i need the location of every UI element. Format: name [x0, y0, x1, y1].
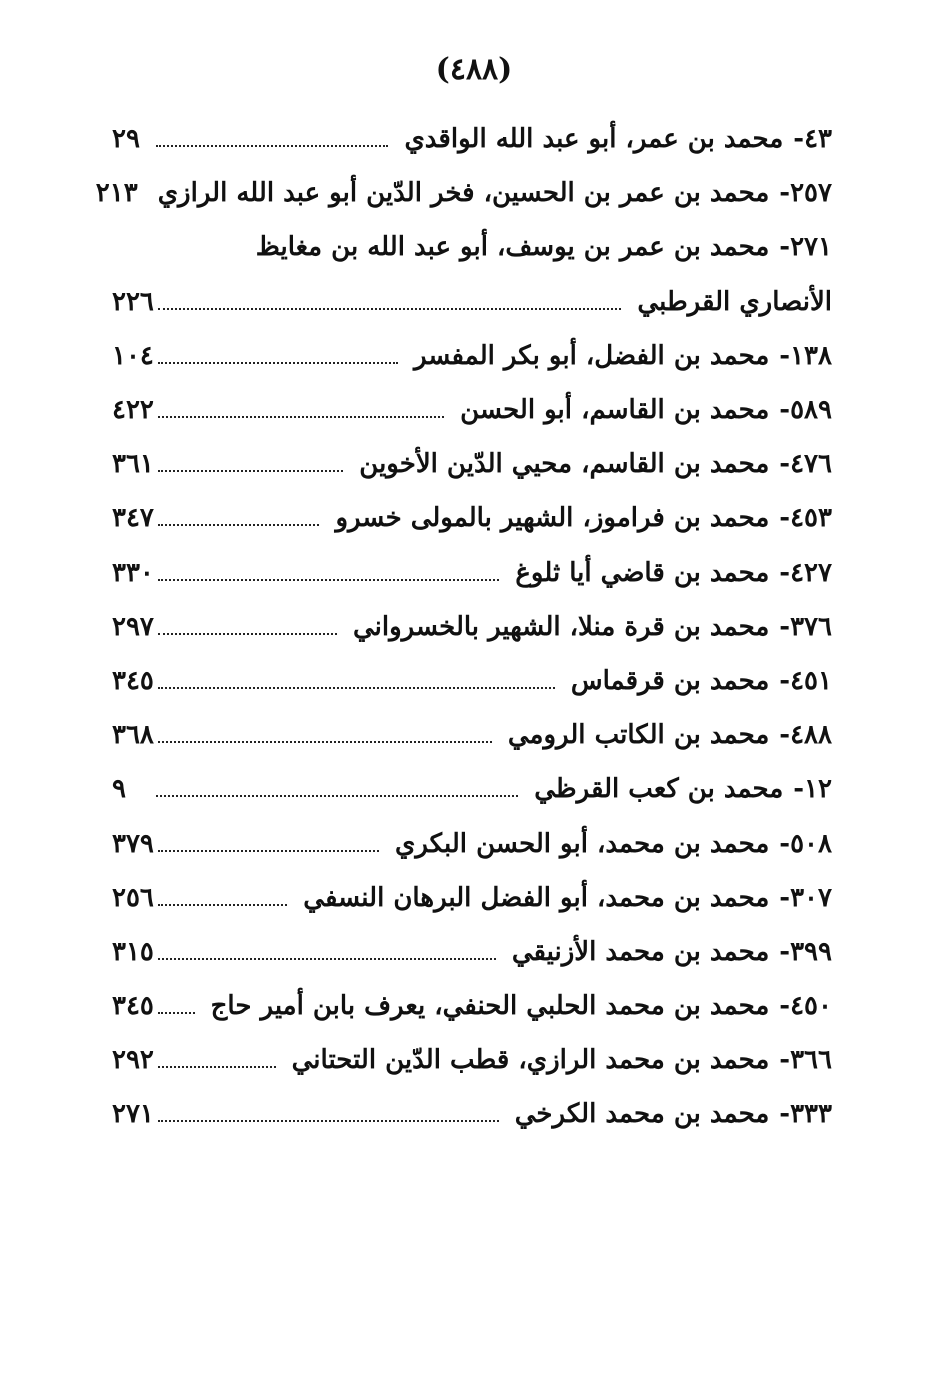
entry-page-ref: ٣٦٨	[112, 720, 154, 751]
index-entry	[112, 762, 832, 816]
entry-text	[460, 395, 832, 426]
entry-text	[210, 991, 832, 1022]
entry-text	[335, 503, 832, 534]
entry-number: ٣٦٦-	[779, 1045, 832, 1076]
entry-page-ref: ٣٣٠	[112, 557, 154, 588]
index-entry	[112, 383, 832, 437]
dotted-leader	[158, 579, 499, 581]
entry-text	[514, 1099, 832, 1130]
entry-number: ٣٣٣-	[779, 1099, 832, 1130]
entry-page-ref: ١٠٤	[112, 340, 154, 371]
entry-number: ٥٠٨-	[779, 828, 832, 859]
entry-text	[394, 828, 832, 859]
entry-text	[255, 232, 832, 263]
entry-page-ref: ٣٤٥	[112, 665, 154, 696]
entry-title: محمد بن قرقماس	[570, 665, 770, 696]
page-number: (٤٨٨)	[435, 52, 513, 87]
dotted-leader	[158, 470, 343, 472]
entry-page-ref: ٢٩٢	[112, 1045, 154, 1076]
dotted-leader	[158, 687, 555, 689]
entry-text	[534, 774, 832, 805]
dotted-leader	[156, 795, 518, 797]
index-entry	[112, 491, 832, 545]
entry-text	[507, 720, 832, 751]
index-entry	[112, 1087, 832, 1141]
entry-page-ref: ٣٤٧	[112, 503, 154, 534]
entry-title: محمد بن كعب القرظي	[534, 774, 784, 805]
index-entry	[112, 708, 832, 762]
entry-title: محمد بن القاسم، أبو الحسن	[460, 395, 770, 426]
index-entry	[112, 546, 832, 600]
entry-number: ٣٧٦-	[779, 611, 832, 642]
entry-title: محمد بن الكاتب الرومي	[507, 720, 770, 751]
entry-title: محمد بن محمد، أبو الحسن البكري	[394, 828, 770, 859]
index-entry	[112, 600, 832, 654]
entry-number: ٤٢٧-	[779, 557, 832, 588]
entry-text	[404, 124, 832, 155]
entry-title: محمد بن الفضل، أبو بكر المفسر	[413, 340, 770, 371]
entry-title: محمد بن فراموز، الشهير بالمولى خسرو	[335, 503, 770, 534]
entry-title: محمد بن محمد الكرخي	[514, 1099, 770, 1130]
entry-title: محمد بن محمد، أبو الفضل البرهان النسفي	[303, 882, 770, 913]
entry-page-ref: ٢٧١	[112, 1099, 154, 1130]
dotted-leader	[156, 145, 388, 147]
entry-page-ref: ٢٩٧	[112, 611, 154, 642]
entry-page-ref: ٣١٥	[112, 936, 154, 967]
entry-text	[359, 449, 832, 480]
entry-number: ٤٧٦-	[779, 449, 832, 480]
entry-page-ref: ٩	[112, 774, 126, 805]
entry-page-ref: ٢٢٦	[112, 286, 154, 317]
entry-text	[637, 286, 832, 317]
dotted-leader	[158, 524, 320, 526]
index-entry	[112, 816, 832, 870]
entry-text	[352, 611, 832, 642]
dotted-leader	[158, 741, 492, 743]
entry-title: محمد بن قاضي أيا ثلوغ	[515, 557, 770, 588]
index-entry-continuation	[112, 275, 832, 329]
index-entry	[95, 166, 832, 220]
index-entry	[112, 654, 832, 708]
entry-page-ref: ٢٥٦	[112, 882, 154, 913]
dotted-leader	[158, 308, 622, 310]
entry-text	[570, 665, 832, 696]
dotted-leader	[158, 1066, 276, 1068]
dotted-leader	[158, 1120, 499, 1122]
entry-page-ref: ٣٧٩	[112, 828, 154, 859]
index-entry	[112, 979, 832, 1033]
entry-text	[157, 178, 832, 209]
dotted-leader	[158, 1012, 195, 1014]
entry-number: ١٣٨-	[779, 340, 832, 371]
entry-number: ٤٥٠-	[779, 991, 832, 1022]
entry-page-ref: ٢١٣	[95, 178, 138, 209]
entry-title: الأنصاري القرطبي	[637, 286, 832, 317]
entry-title: محمد بن قرة منلا، الشهير بالخسرواني	[352, 611, 770, 642]
dotted-leader	[158, 362, 398, 364]
entry-number: ٤٨٨-	[779, 720, 832, 751]
dotted-leader	[158, 850, 379, 852]
entry-title: محمد بن محمد الرازي، قطب الدّين التحتاني	[291, 1045, 770, 1076]
index-entry	[112, 112, 832, 166]
dotted-leader	[158, 633, 337, 635]
entry-number: ٤٥١-	[779, 665, 832, 696]
index-entry	[112, 220, 832, 274]
entry-title: محمد بن عمر بن يوسف، أبو عبد الله بن مغايظ	[255, 232, 770, 263]
entry-number: ٥٨٩-	[779, 395, 832, 426]
index-entry	[112, 329, 832, 383]
index-list	[95, 112, 832, 1142]
entry-number: ٤٣-	[793, 124, 832, 155]
entry-title: محمد بن عمر، أبو عبد الله الواقدي	[404, 124, 784, 155]
entry-title: محمد بن محمد الحلبي الحنفي، يعرف بابن أمير حاج	[210, 991, 770, 1022]
entry-number: ٣٩٩-	[779, 936, 832, 967]
dotted-leader	[158, 904, 287, 906]
entry-text	[511, 936, 832, 967]
entry-title: محمد بن عمر بن الحسين، فخر الدّين أبو عبد الله الرازي	[157, 178, 770, 209]
entry-page-ref: ٤٢٢	[112, 395, 154, 426]
entry-page-ref: ٢٩	[112, 124, 140, 155]
entry-number: ٤٥٣-	[779, 503, 832, 534]
dotted-leader	[158, 958, 496, 960]
entry-number: ٢٧١-	[779, 232, 832, 263]
entry-title: محمد بن القاسم، محيي الدّين الأخوين	[359, 449, 770, 480]
entry-text	[303, 882, 832, 913]
entry-number: ٣٠٧-	[779, 882, 832, 913]
entry-text	[515, 557, 832, 588]
index-entry	[112, 1033, 832, 1087]
entry-page-ref: ٣٤٥	[112, 991, 154, 1022]
entry-number: ٢٥٧-	[779, 178, 832, 209]
entry-page-ref: ٣٦١	[112, 449, 154, 480]
index-entry	[112, 871, 832, 925]
dotted-leader	[158, 416, 444, 418]
entry-title: محمد بن محمد الأزنيقي	[511, 936, 770, 967]
entry-text	[291, 1045, 832, 1076]
entry-number: ١٢-	[793, 774, 832, 805]
index-entry	[112, 437, 832, 491]
index-entry	[112, 925, 832, 979]
entry-text	[413, 340, 832, 371]
